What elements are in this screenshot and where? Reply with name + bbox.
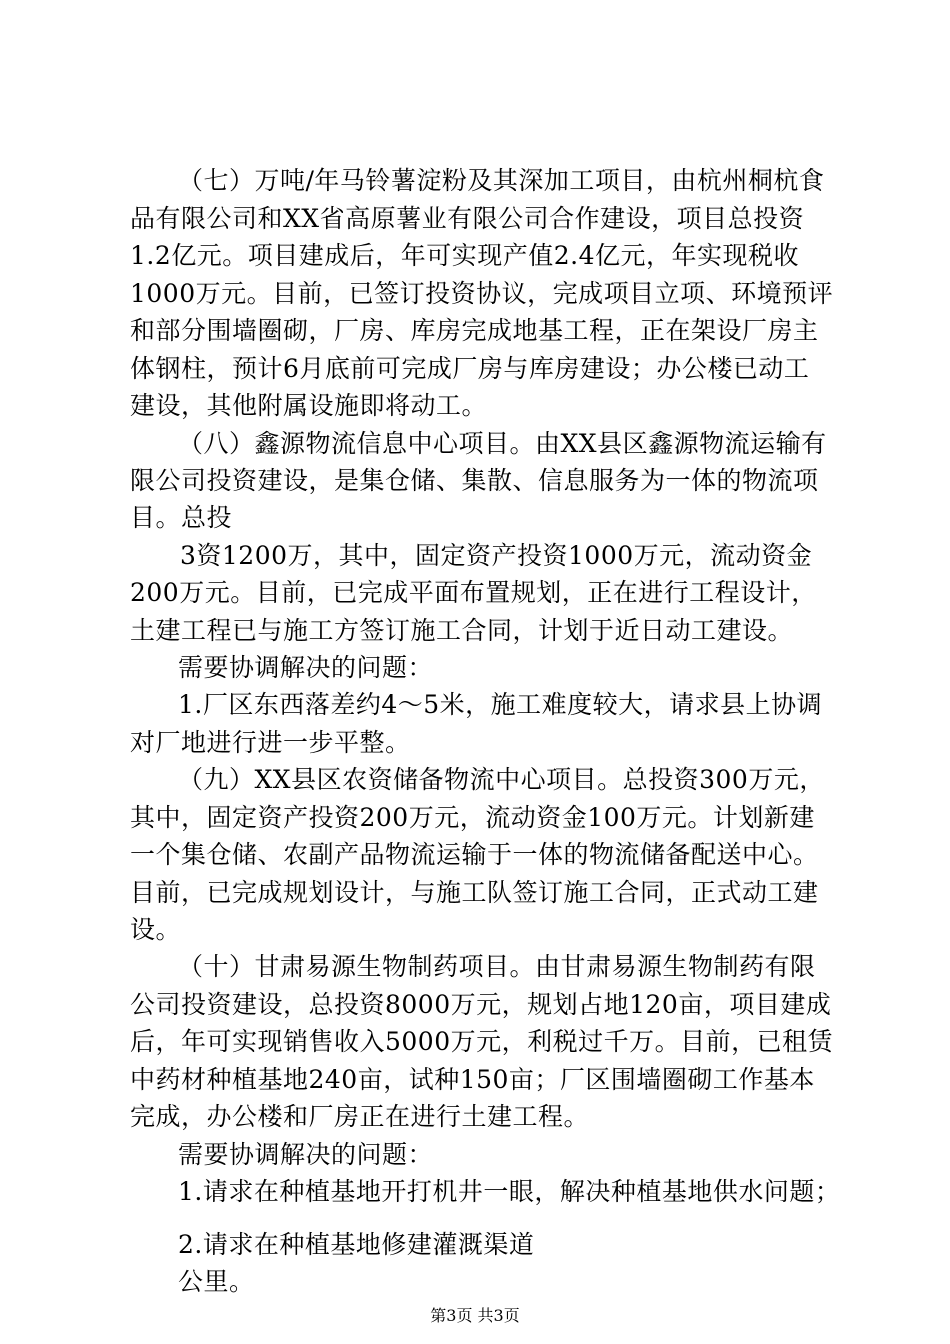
text-line: 和部分围墙圈砌，厂房、库房完成地基工程，正在架设厂房主 — [130, 316, 819, 345]
text-line: 后，年可实现销售收入5000万元，利税过千万。目前，已租赁 — [130, 1027, 834, 1056]
text-line: 1.厂区东西落差约4～5米，施工难度较大，请求县上协调 — [178, 690, 823, 719]
text-line: （九）XX县区农资储备物流中心项目。总投资300万元， — [178, 765, 825, 794]
text-line: 对厂地进行进一步平整。 — [130, 728, 411, 757]
text-line: 1000万元。目前，已签订投资协议，完成项目立项、环境预评 — [130, 279, 834, 308]
text-line: 设。 — [130, 915, 182, 944]
text-line: 土建工程已与施工方签订施工合同，计划于近日动工建设。 — [130, 616, 794, 645]
text-line: 目。总投 — [130, 503, 233, 532]
text-line: 中药材种植基地240亩，试种150亩；厂区围墙圈砌工作基本 — [130, 1065, 815, 1094]
text-line: 需要协调解决的问题： — [178, 653, 434, 682]
text-line: 公里。 — [178, 1267, 255, 1296]
text-line: 一个集仓储、农副产品物流运输于一体的物流储备配送中心。 — [130, 840, 819, 869]
text-line: 3资1200万，其中，固定资产投资1000万元，流动资金 — [180, 541, 813, 570]
text-line: （八）鑫源物流信息中心项目。由XX县区鑫源物流运输有 — [178, 429, 827, 458]
text-line: 其中，固定资产投资200万元，流动资金100万元。计划新建 — [130, 803, 815, 832]
text-line: 限公司投资建设，是集仓储、集散、信息服务为一体的物流项 — [130, 466, 819, 495]
text-line: 需要协调解决的问题： — [178, 1140, 434, 1169]
text-line: （十）甘肃易源生物制药项目。由甘肃易源生物制药有限 — [178, 952, 816, 981]
text-line: 建设，其他附属设施即将动工。 — [130, 391, 488, 420]
text-line: 1.请求在种植基地开打机井一眼，解决种植基地供水问题； — [178, 1177, 841, 1206]
text-line: 200万元。目前，已完成平面布置规划，正在进行工程设计， — [130, 578, 817, 607]
text-line: 1.2亿元。项目建成后，年可实现产值2.4亿元，年实现税收 — [130, 241, 800, 270]
text-line: 目前，已完成规划设计，与施工队签订施工合同，正式动工建 — [130, 878, 819, 907]
text-line: 完成，办公楼和厂房正在进行土建工程。 — [130, 1102, 590, 1131]
page-footer: 第3页 共3页 — [430, 1306, 520, 1325]
text-line: 公司投资建设，总投资8000万元，规划占地120亩，项目建成 — [130, 990, 832, 1019]
text-line: 2.请求在种植基地修建灌溉渠道 — [178, 1230, 535, 1259]
text-line: 品有限公司和XX省高原薯业有限公司合作建设，项目总投资 — [130, 204, 805, 233]
text-line: 体钢柱，预计6月底前可完成厂房与库房建设；办公楼已动工 — [130, 354, 810, 383]
text-line: （七）万吨/年马铃薯淀粉及其深加工项目，由杭州桐杭食 — [178, 166, 825, 195]
